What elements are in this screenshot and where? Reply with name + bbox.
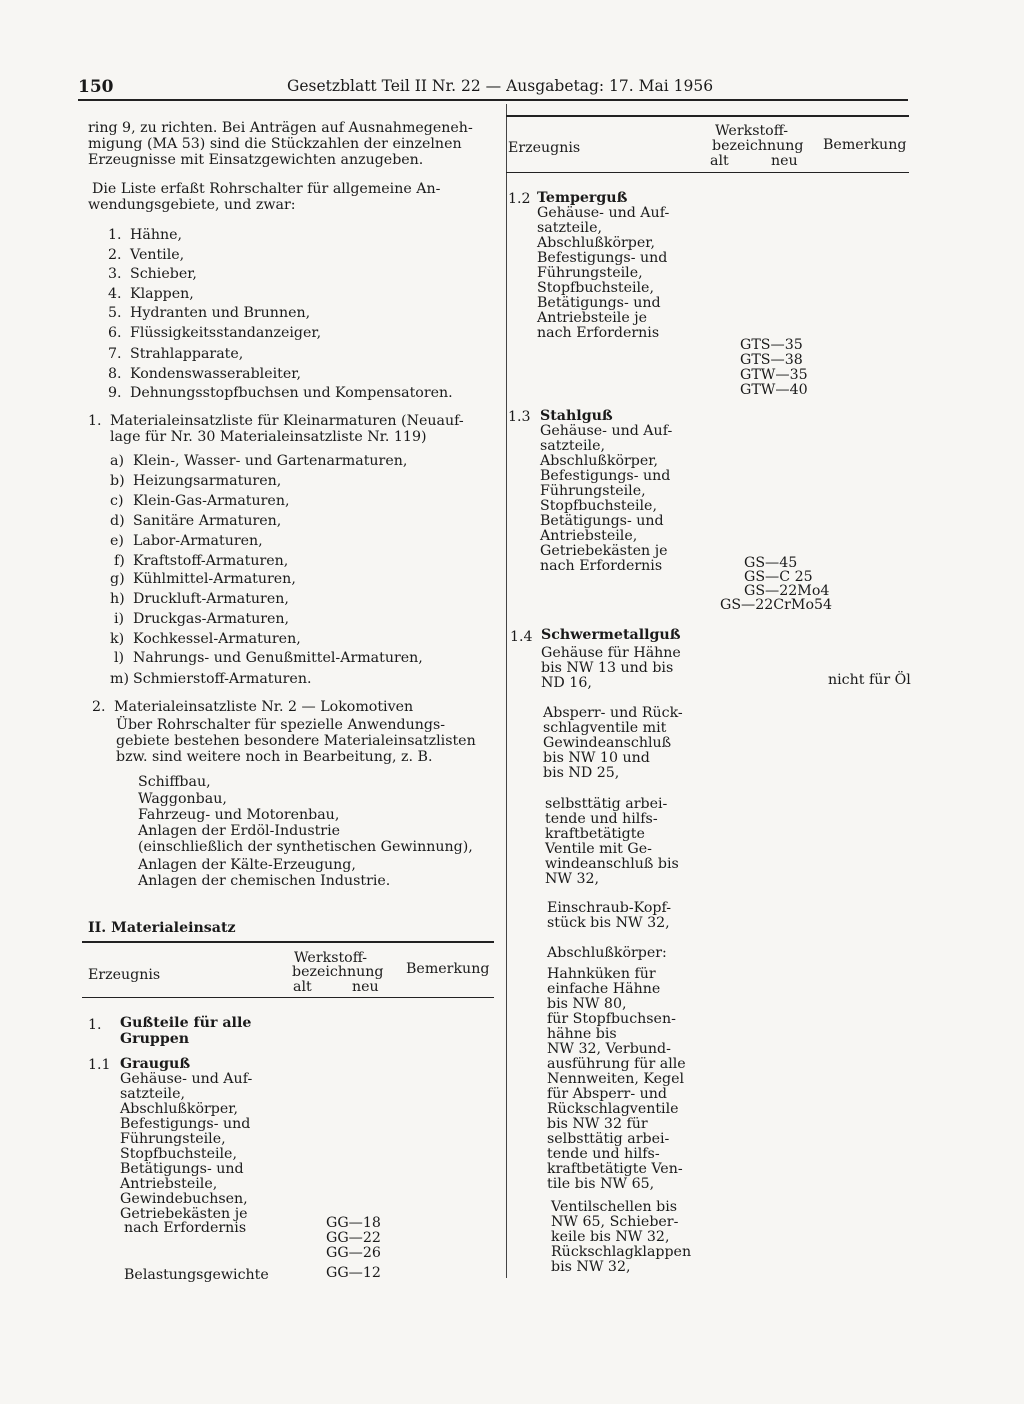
list-item: Ventile, bbox=[130, 247, 185, 263]
row-line: ausführung für alle bbox=[547, 1056, 686, 1072]
list-number: 2. bbox=[108, 247, 122, 263]
col-header-neu: neu bbox=[352, 979, 379, 995]
section-title: II. Materialeinsatz bbox=[88, 920, 236, 936]
list-item: Klappen, bbox=[130, 286, 194, 302]
section-heading-line: lage für Nr. 30 Materialeinsatzliste Nr. 119) bbox=[110, 429, 427, 445]
row-line: bis NW 32 für bbox=[547, 1116, 648, 1132]
row-line: schlagventile mit bbox=[543, 720, 667, 736]
row-line: NW 65, Schieber- bbox=[551, 1214, 679, 1230]
sub-item: Kochkessel-Armaturen, bbox=[133, 631, 301, 647]
row-number: 1.2 bbox=[508, 191, 531, 207]
row-line: Stopfbuchsteile, bbox=[537, 280, 654, 296]
table-header-rule bbox=[82, 997, 494, 998]
row-line: Gewindebuchsen, bbox=[120, 1191, 248, 1207]
section-heading-line: Materialeinsatzliste Nr. 2 — Lokomotiven bbox=[114, 699, 414, 715]
list-item: Flüssigkeitsstandanzeiger, bbox=[130, 325, 322, 341]
row-line: tende und hilfs- bbox=[547, 1146, 660, 1162]
group-title: Gruppen bbox=[120, 1031, 190, 1047]
row-line: Einschraub-Kopf- bbox=[547, 900, 672, 916]
row-title: Stahlguß bbox=[540, 408, 613, 424]
list-item: Schieber, bbox=[130, 266, 197, 282]
row-line: Antriebsteile, bbox=[540, 528, 638, 544]
row-number: 1. bbox=[88, 1017, 102, 1033]
col-header-alt: alt bbox=[293, 979, 312, 995]
row-line: Führungsteile, bbox=[540, 483, 646, 499]
table-header-rule bbox=[506, 172, 909, 173]
row-line: Stopfbuchsteile, bbox=[540, 498, 657, 514]
row-line: Hahnküken für bbox=[547, 966, 656, 982]
col-header-bemerkung: Bemerkung bbox=[406, 961, 490, 977]
remark: nicht für Öl bbox=[828, 672, 911, 688]
row-line: bis NW 80, bbox=[547, 996, 627, 1012]
col-header-werkstoff: Werkstoff- bbox=[294, 950, 368, 966]
row-line: nach Erfordernis bbox=[540, 558, 663, 574]
row-line: bis NW 10 und bbox=[543, 750, 650, 766]
sub-item: Schmierstoff-Armaturen. bbox=[133, 671, 312, 687]
row-line: Stopfbuchsteile, bbox=[120, 1146, 237, 1162]
row-line: stück bis NW 32, bbox=[547, 915, 670, 931]
page-title: Gesetzblatt Teil II Nr. 22 — Ausgabetag: 17. Mai 1956 bbox=[287, 77, 714, 95]
sub-letter: l) bbox=[114, 650, 125, 666]
row-line: keile bis NW 32, bbox=[551, 1229, 670, 1245]
sub-item: Druckgas-Armaturen, bbox=[133, 611, 290, 627]
list-number: 6. bbox=[108, 325, 122, 341]
list-item: Dehnungsstopfbuchsen und Kompensatoren. bbox=[130, 385, 453, 401]
table-top-rule bbox=[82, 941, 494, 943]
row-line: für Stopfbuchsen- bbox=[547, 1011, 676, 1027]
material-code: GTS—35 bbox=[740, 337, 803, 353]
row-line: Gehäuse- und Auf- bbox=[540, 423, 673, 439]
row-line: bis NW 32, bbox=[551, 1259, 631, 1275]
paragraph-line: Über Rohrschalter für spezielle Anwendungs- bbox=[116, 717, 446, 733]
row-title: Grauguß bbox=[120, 1056, 191, 1072]
list-number: 4. bbox=[108, 286, 122, 302]
sub-letter: m) bbox=[110, 671, 129, 687]
row-line: für Absperr- und bbox=[547, 1086, 667, 1102]
col-header-werkstoff: bezeichnung bbox=[712, 138, 804, 154]
sub-letter: b) bbox=[110, 473, 125, 489]
col-header-erzeugnis: Erzeugnis bbox=[88, 967, 161, 983]
row-line: kraftbetätigte bbox=[545, 826, 645, 842]
row-title: Schwermetallguß bbox=[541, 627, 681, 643]
row-number: 1.1 bbox=[88, 1057, 111, 1073]
list-item: Hähne, bbox=[130, 227, 183, 243]
row-line: Führungsteile, bbox=[120, 1131, 226, 1147]
sub-item: Nahrungs- und Genußmittel-Armaturen, bbox=[133, 650, 423, 666]
list-number: 1. bbox=[108, 227, 122, 243]
row-line: tende und hilfs- bbox=[545, 811, 658, 827]
row-line: hähne bis bbox=[547, 1026, 617, 1042]
row-line: Ventile mit Ge- bbox=[545, 841, 652, 857]
list-item: Strahlapparate, bbox=[130, 346, 244, 362]
row-number: 1.4 bbox=[510, 629, 533, 645]
list-number: 9. bbox=[108, 385, 122, 401]
col-header-werkstoff: Werkstoff- bbox=[715, 123, 789, 139]
row-line: NW 32, Verbund- bbox=[547, 1041, 671, 1057]
row-line: Gehäuse- und Auf- bbox=[120, 1071, 253, 1087]
section-number: 1. bbox=[88, 413, 102, 429]
row-line: Befestigungs- und bbox=[120, 1116, 251, 1132]
row-line: Gehäuse für Hähne bbox=[541, 645, 681, 661]
sub-item: Heizungsarmaturen, bbox=[133, 473, 282, 489]
row-line: nach Erfordernis bbox=[124, 1220, 247, 1236]
row-line: Getriebekästen je bbox=[120, 1206, 248, 1222]
row-line: Abschlußkörper, bbox=[120, 1101, 238, 1117]
list-number: 7. bbox=[108, 346, 122, 362]
sub-letter: e) bbox=[110, 533, 124, 549]
example-line: Anlagen der Kälte-Erzeugung, bbox=[138, 857, 356, 873]
sub-letter: d) bbox=[110, 513, 125, 529]
table-top-rule bbox=[506, 115, 909, 117]
section-number: 2. bbox=[92, 699, 106, 715]
material-code: GS—C 25 bbox=[744, 569, 813, 585]
group-title: Gußteile für alle bbox=[120, 1015, 252, 1031]
section-heading-line: Materialeinsatzliste für Kleinarmaturen (Neuauf- bbox=[110, 413, 464, 429]
list-intro-line: Die Liste erfaßt Rohrschalter für allgemeine An- bbox=[92, 181, 441, 197]
sub-item: Kühlmittel-Armaturen, bbox=[133, 571, 296, 587]
row-line: Rückschlagklappen bbox=[551, 1244, 692, 1260]
intro-line: Erzeugnisse mit Einsatzgewichten anzugeben. bbox=[88, 152, 424, 168]
sub-letter: g) bbox=[110, 571, 125, 587]
row-line: Getriebekästen je bbox=[540, 543, 668, 559]
row-line: Gewindeanschluß bbox=[543, 735, 672, 751]
col-header-erzeugnis: Erzeugnis bbox=[508, 140, 581, 156]
sub-item: Klein-, Wasser- und Gartenarmaturen, bbox=[133, 453, 408, 469]
sub-letter: c) bbox=[110, 493, 124, 509]
list-number: 8. bbox=[108, 366, 122, 382]
row-line: Abschlußkörper: bbox=[547, 945, 667, 961]
example-line: Fahrzeug- und Motorenbau, bbox=[138, 807, 340, 823]
sub-letter: k) bbox=[110, 631, 125, 647]
row-line: selbsttätig arbei- bbox=[547, 1131, 670, 1147]
sub-letter: i) bbox=[114, 611, 125, 627]
row-line: Betätigungs- und bbox=[540, 513, 664, 529]
material-code: GG—12 bbox=[326, 1265, 381, 1281]
row-line: tile bis NW 65, bbox=[547, 1176, 655, 1192]
material-code: GTW—35 bbox=[740, 367, 808, 383]
col-header-werkstoff: bezeichnung bbox=[292, 964, 384, 980]
row-line: Nennweiten, Kegel bbox=[547, 1071, 685, 1087]
intro-line: ring 9, zu richten. Bei Anträgen auf Ausnahmegeneh- bbox=[88, 120, 473, 136]
row-line: nach Erfordernis bbox=[537, 325, 660, 341]
col-header-alt: alt bbox=[710, 153, 729, 169]
sub-letter: f) bbox=[114, 553, 125, 569]
material-code: GS—22CrMo54 bbox=[720, 597, 833, 613]
intro-line: migung (MA 53) sind die Stückzahlen der einzelnen bbox=[88, 136, 462, 152]
example-line: Waggonbau, bbox=[138, 791, 227, 807]
example-line: (einschließlich der synthetischen Gewinnung), bbox=[138, 839, 473, 855]
sub-item: Klein-Gas-Armaturen, bbox=[133, 493, 290, 509]
list-item: Hydranten und Brunnen, bbox=[130, 305, 311, 321]
row-line: bis NW 13 und bis bbox=[541, 660, 674, 676]
row-line: einfache Hähne bbox=[547, 981, 661, 997]
paragraph-line: gebiete bestehen besondere Materialeinsatzlisten bbox=[116, 733, 476, 749]
example-line: Schiffbau, bbox=[138, 774, 211, 790]
row-number: 1.3 bbox=[508, 409, 531, 425]
row-line: Abschlußkörper, bbox=[537, 235, 655, 251]
material-code: GTW—40 bbox=[740, 382, 808, 398]
page-number: 150 bbox=[78, 77, 114, 97]
sub-item: Kraftstoff-Armaturen, bbox=[133, 553, 289, 569]
material-code: GG—22 bbox=[326, 1230, 381, 1246]
material-code: GTS—38 bbox=[740, 352, 803, 368]
sub-letter: h) bbox=[110, 591, 125, 607]
material-code: GG—26 bbox=[326, 1245, 381, 1261]
example-line: Anlagen der Erdöl-Industrie bbox=[138, 823, 341, 839]
row-line: Betätigungs- und bbox=[120, 1161, 244, 1177]
row-line: Führungsteile, bbox=[537, 265, 643, 281]
sub-item: Labor-Armaturen, bbox=[133, 533, 263, 549]
header-rule bbox=[78, 99, 908, 101]
sub-letter: a) bbox=[110, 453, 124, 469]
row-line: ND 16, bbox=[541, 675, 592, 691]
row-line: Befestigungs- und bbox=[537, 250, 668, 266]
row-line: Abschlußkörper, bbox=[540, 453, 658, 469]
list-intro-line: wendungsgebiete, und zwar: bbox=[88, 197, 296, 213]
row-line: windeanschluß bis bbox=[545, 856, 679, 872]
row-title: Temperguß bbox=[537, 190, 628, 206]
list-number: 5. bbox=[108, 305, 122, 321]
material-code: GS—22Mo4 bbox=[744, 583, 830, 599]
example-line: Anlagen der chemischen Industrie. bbox=[138, 873, 391, 889]
paragraph-line: bzw. sind weitere noch in Bearbeitung, z. B. bbox=[116, 749, 433, 765]
row-line: Gehäuse- und Auf- bbox=[537, 205, 670, 221]
row-line: Absperr- und Rück- bbox=[543, 705, 683, 721]
row-line: Rückschlagventile bbox=[547, 1101, 679, 1117]
column-divider bbox=[506, 104, 507, 1278]
row-line: Befestigungs- und bbox=[540, 468, 671, 484]
row-line: satzteile, bbox=[120, 1086, 185, 1102]
sub-item: Sanitäre Armaturen, bbox=[133, 513, 282, 529]
row-line: satzteile, bbox=[537, 220, 602, 236]
row-line: bis ND 25, bbox=[543, 765, 620, 781]
material-code: GG—18 bbox=[326, 1215, 381, 1231]
list-item: Kondenswasserableiter, bbox=[130, 366, 301, 382]
sub-item: Druckluft-Armaturen, bbox=[133, 591, 289, 607]
row-line: satzteile, bbox=[540, 438, 605, 454]
row-line: kraftbetätigte Ven- bbox=[547, 1161, 683, 1177]
col-header-neu: neu bbox=[771, 153, 798, 169]
col-header-bemerkung: Bemerkung bbox=[823, 137, 907, 153]
row-line: Ventilschellen bis bbox=[551, 1199, 678, 1215]
row-line: Antriebsteile je bbox=[537, 310, 648, 326]
material-code: GS—45 bbox=[744, 555, 798, 571]
row-line: selbsttätig arbei- bbox=[545, 796, 668, 812]
row-line: Antriebsteile, bbox=[120, 1176, 218, 1192]
list-number: 3. bbox=[108, 266, 122, 282]
row-line: NW 32, bbox=[545, 871, 600, 887]
row-line: Belastungsgewichte bbox=[124, 1267, 269, 1283]
row-line: Betätigungs- und bbox=[537, 295, 661, 311]
